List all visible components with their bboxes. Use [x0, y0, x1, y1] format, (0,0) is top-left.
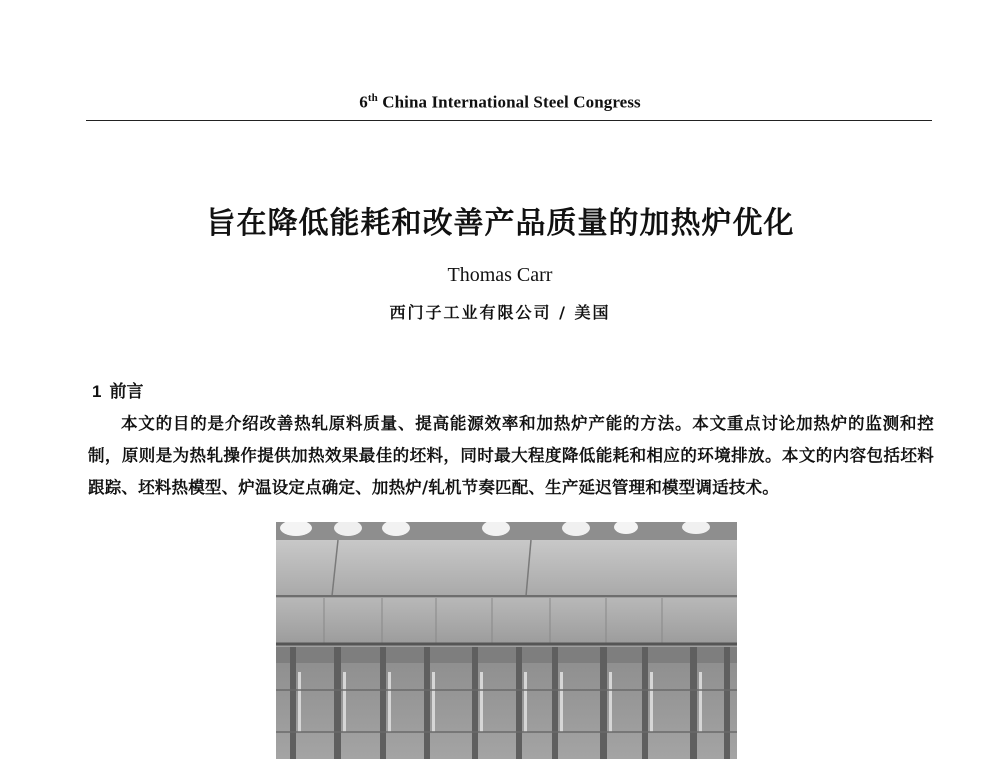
intro-paragraph: 本文的目的是介绍改善热轧原料质量、提高能源效率和加热炉产能的方法。本文重点讨论加热炉的监测和控制，原则是为热轧操作提供加热效果最佳的坯料，同时最大程度降低能耗和相应的环境排放。本文的内容包括坯料跟踪、坯料热模型、炉温设定点确定、加热炉/轧机节奏匹配、生产延迟管理和模型调适技术。	[88, 414, 934, 497]
header-ordinal-suffix: th	[367, 92, 378, 104]
author-affiliation: 西门子工业有限公司 / 美国	[389, 303, 611, 322]
section-heading	[92, 377, 143, 402]
section-title: 前言	[109, 382, 144, 402]
furnace-photo-graphic	[276, 522, 737, 759]
header-rule	[86, 120, 932, 121]
author-name: Thomas Carr	[447, 264, 553, 286]
header-text: China International Steel Congress	[382, 92, 641, 112]
paper-title: 旨在降低能耗和改善产品质量的加热炉优化	[205, 206, 795, 241]
header-ordinal: 6	[359, 92, 368, 112]
section-number: 1	[92, 382, 102, 401]
running-header	[0, 92, 1000, 113]
furnace-photo	[276, 522, 737, 759]
